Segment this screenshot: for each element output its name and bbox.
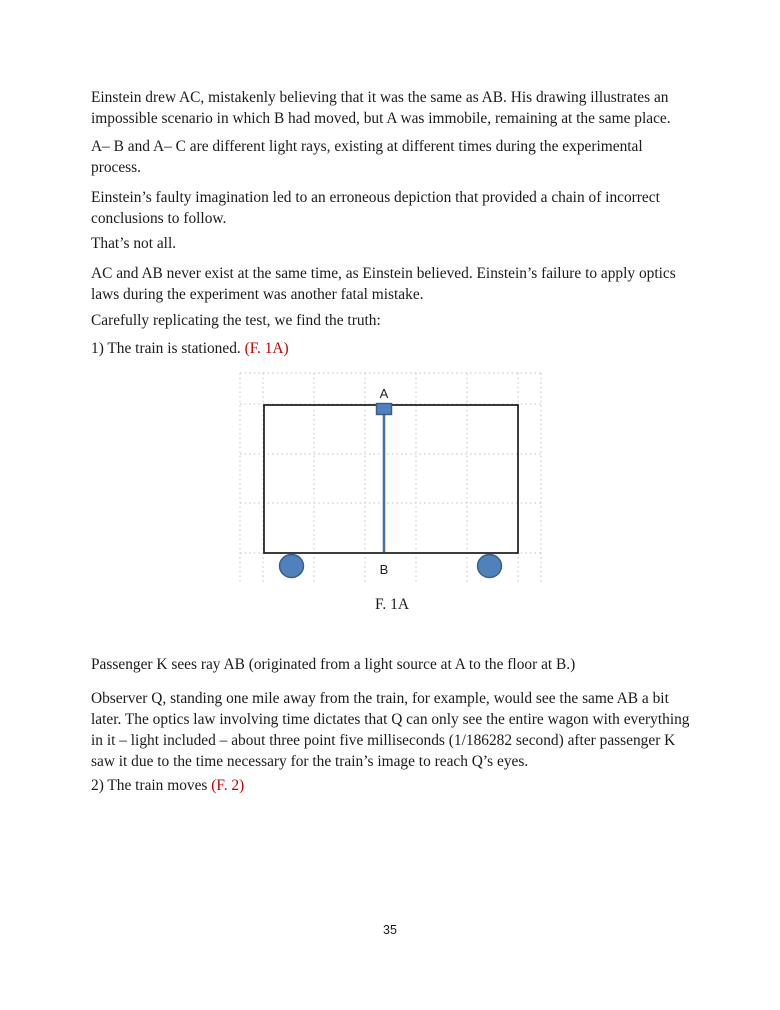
- paragraph-text: That’s not all.: [91, 235, 177, 252]
- paragraph-text: Einstein drew AC, mistakenly believing that it was the same as AB. His drawing illustrates an impossible scenario in which B had moved, but A was immobile, remaining at the same place.: [91, 89, 671, 127]
- paragraph-text: Carefully replicating the test, we find the truth:: [91, 312, 381, 329]
- paragraph-10: [91, 775, 690, 796]
- paragraph-9: [91, 688, 690, 772]
- page-number: 35: [383, 923, 397, 937]
- light-source: [377, 404, 392, 415]
- paragraph-6: [91, 310, 690, 331]
- figure-reference-f1a: (F. 1A): [244, 340, 289, 357]
- paragraph-text: Passenger K sees ray AB (originated from a light source at A to the floor at B.): [91, 656, 576, 673]
- point-label-b: B: [379, 562, 389, 577]
- paragraph-text: A– B and A– C are different light rays, existing at different times during the experimental process.: [91, 138, 643, 176]
- paragraph-3: [91, 187, 690, 229]
- paragraph-8: [91, 654, 690, 675]
- paragraph-5: [91, 263, 690, 305]
- wheel-right: [478, 555, 502, 578]
- paragraph-1: [91, 87, 690, 129]
- wheel-left: [280, 555, 304, 578]
- paragraph-text: 1) The train is stationed.: [91, 340, 245, 357]
- figure-caption: F. 1A: [374, 596, 410, 613]
- paragraph-text: Einstein’s faulty imagination led to an erroneous depiction that provided a chain of incorrect conclusions to follow.: [91, 189, 660, 227]
- paragraph-7: [91, 338, 690, 359]
- paragraph-4: [91, 233, 690, 254]
- figure-1a: [237, 371, 547, 586]
- point-label-a: A: [379, 386, 389, 401]
- figure-reference-f2: (F. 2): [211, 777, 245, 794]
- paragraph-2: [91, 136, 690, 178]
- paragraph-text: Observer Q, standing one mile away from the train, for example, would see the same AB a bit later. The optics law involving time dictates that Q can only see the entire wagon with everything in it – light included – about three point five milliseconds (1/186282 second) after passenger K saw it due to the time necessary for the train’s image to reach Q’s eyes.: [91, 690, 690, 770]
- paragraph-text: AC and AB never exist at the same time, as Einstein believed. Einstein’s failure to apply optics laws during the experiment was another fatal mistake.: [91, 265, 676, 303]
- paragraph-text: 2) The train moves: [91, 777, 212, 794]
- wagon-body: [264, 405, 518, 553]
